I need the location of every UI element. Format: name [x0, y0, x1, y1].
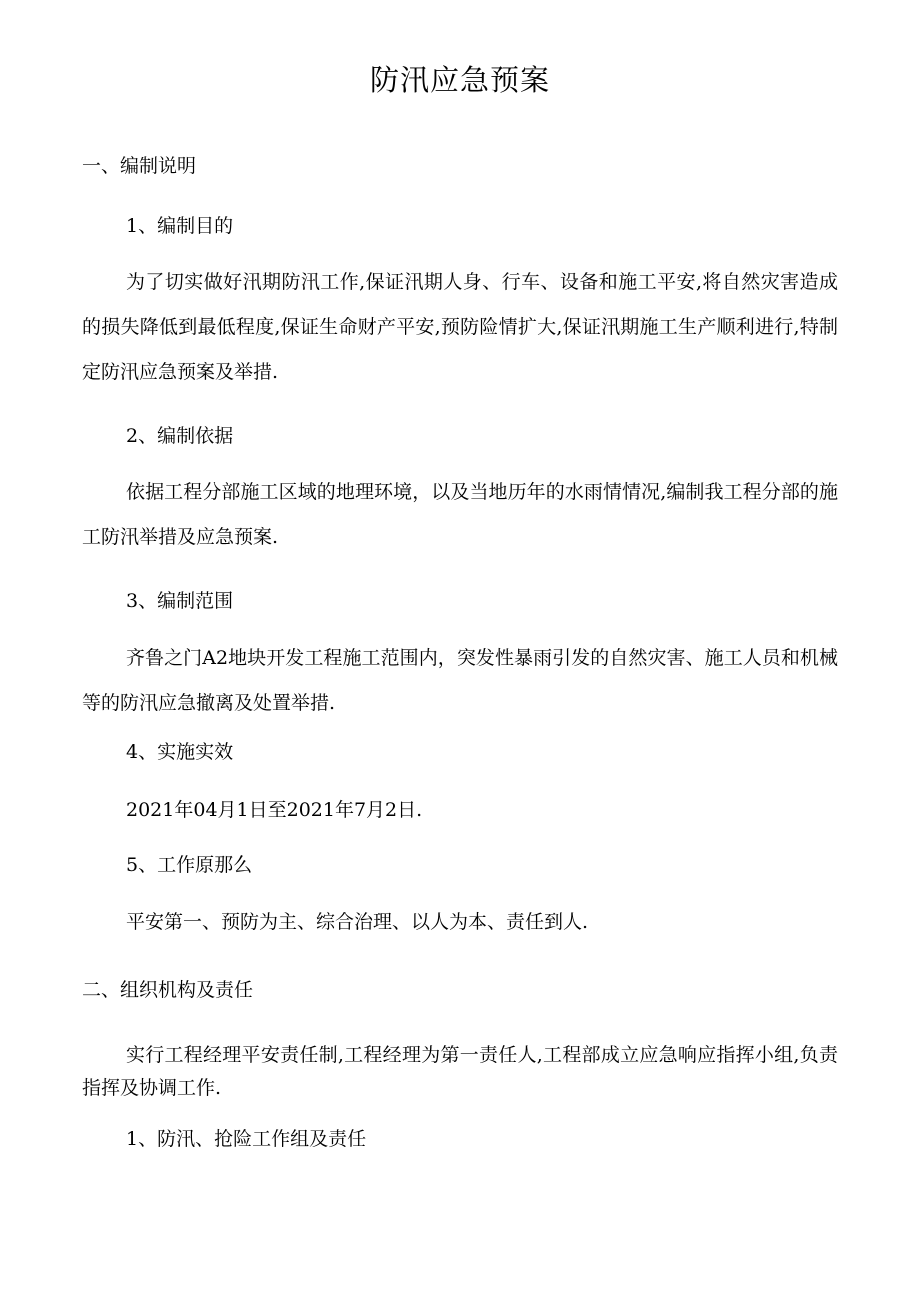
subsection-heading-scope: 3、编制范围: [126, 590, 234, 612]
subsection-heading-validity: 4、实施实效: [126, 741, 234, 763]
section-heading-1: 一、编制说明: [82, 155, 197, 177]
paragraph-organization: 实行工程经理平安责任制,工程经理为第一责任人,工程部成立应急响应指挥小组,负责指挥及协调工作.: [82, 1044, 838, 1099]
document-title: 防汛应急预案: [369, 63, 550, 97]
paragraph-scope: 齐鲁之门A2地块开发工程施工范围内，突发性暴雨引发的自然灾害、施工人员和机械等的防汛应急撤离及处置举措.: [82, 647, 838, 714]
subsection-heading-basis: 2、编制依据: [126, 425, 234, 447]
paragraph-validity: 2021年04月1日至2021年7月2日.: [126, 799, 423, 821]
subsection-heading-flood-team: 1、防汛、抢险工作组及责任: [126, 1128, 367, 1150]
subsection-heading-principle: 5、工作原那么: [126, 854, 253, 876]
paragraph-principle: 平安第一、预防为主、综合治理、以人为本、责任到人.: [126, 911, 589, 933]
paragraph-basis: 依据工程分部施工区域的地理环境，以及当地历年的水雨情情况,编制我工程分部的施工防汛举措及应急预案.: [82, 481, 838, 548]
subsection-heading-purpose: 1、编制目的: [126, 215, 234, 237]
section-heading-2: 二、组织机构及责任: [82, 979, 254, 1001]
paragraph-purpose: 为了切实做好汛期防汛工作,保证汛期人身、行车、设备和施工平安,将自然灾害造成的损失降低到最低程度,保证生命财产平安,预防险情扩大,保证汛期施工生产顺利进行,特制定防汛应急预案及举措.: [82, 271, 838, 383]
